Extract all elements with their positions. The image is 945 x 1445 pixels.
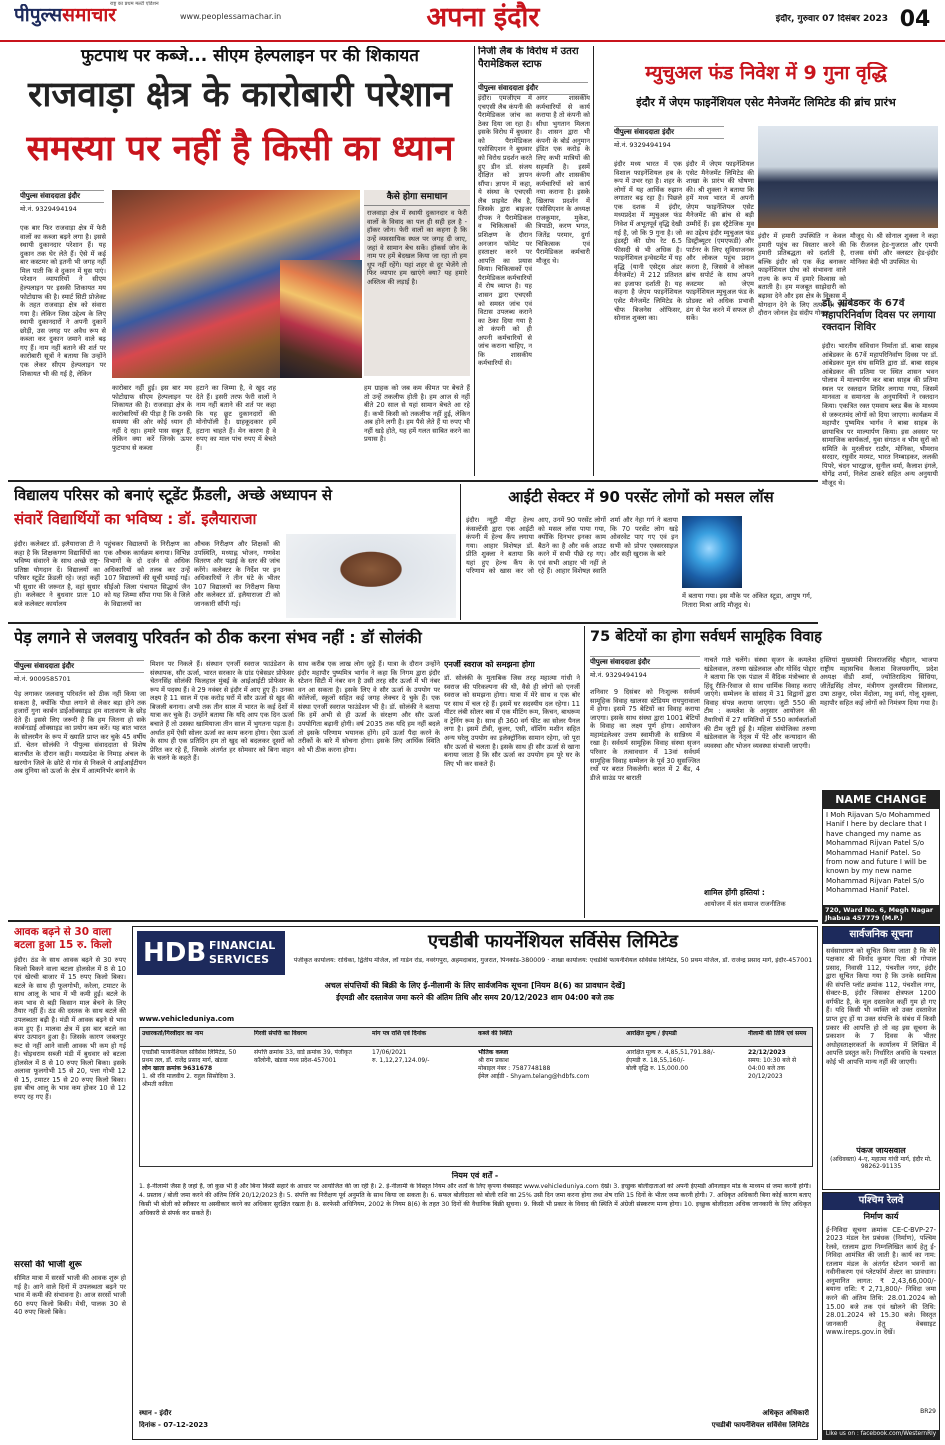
paper-tagline: राष्ट्र का प्रथम मल्टी एडिशन	[110, 1, 159, 7]
story6-col2: में बताया गया। इस मौके पर अंकित स्टूडा, आयुष गर्ग, नितारा मिश्रा आदि मौजूद थे।	[682, 592, 812, 609]
hdb-logo-sub-2: SERVICES	[209, 953, 270, 966]
hdb-footer-date: दिनांक - 07-12-2023	[139, 1421, 209, 1429]
hdb-table-row	[140, 1047, 812, 1165]
hdb-demand-amount: रु. 1,12,27,124.09/-	[372, 1057, 430, 1065]
story3-byline-block	[614, 126, 724, 153]
story1-byline: पीपुल्स संवाददाता इंदौर	[20, 190, 104, 203]
story3-photo	[758, 126, 938, 228]
hdb-demand-date: 17/06/2021	[372, 1049, 407, 1056]
story7-subtitle: एनर्जी स्वराज को समझना होगा	[444, 660, 535, 669]
story5-col2: पहुंचकर विद्यालयों के निरीक्षण का एक औचक कार्यक्रम बनाया। विभिन्न विभागों के दो दर्जन से अधिक अधिकारियों को तलब कर उन्हें 107 विद्यालयों की सूची थमाई गई। सीईओ जिला पंचायत सिद्धार्थ जैन को यह जिम्मा सौंपा गया कि वे जिले के विद्यालयों का	[104, 540, 190, 608]
story3-col3: इंदौर में हमारी उपस्थिति न केवल हमारी पहुंच का विस्तार करने की हमारी प्रतिबद्धता को दर्शाती है, बल्कि इंदौर को एक केंद्र बनाकर फाइनेंशियल ग्रोथ को संभावना वाले राज्य के रूप में हमारे विश्वास को बताती है। हम मजबूत साझेदारी को बढ़ावा देने और इस क्षेत्र के विकास में योगदान देने के लिए तत्पर हैं। इस दौरान जोनल हेड संदीप गोयल	[758, 232, 846, 318]
classified-advocate: पंकज जायसवाल	[856, 1145, 906, 1155]
name-change-text: I Moh Rijavan S/o Mohammed Hanif I here by declare that I have changed my name as Mohammad Rijvan Patel S/o Mohammad Hanif Patel. So from now and future I will be known by my new name Mohammad Rijvan Patel S/o Mohammad Hanif Patel.	[826, 810, 931, 895]
hdb-footer-place: स्थान - इंदौर	[139, 1409, 172, 1417]
paper-logo	[14, 4, 174, 28]
paper-name-b: समाचार	[62, 4, 117, 26]
hdb-table	[139, 1027, 813, 1167]
story6-col1: इंदौर। न्यूट्री मीट्रा हेल्थ कंसल्टेंसी द्वारा एक आईटी कंपनी में हेल्थ कैंप लगाया गया। आहार विशेषज्ञ डॉ. प्रीति शुक्ला ने बताया कि यहां हुए हेल्थ कैंप के परिणाम को खास कर जो आए, उनमें 90 परसेंट लोगों को मसल लॉस पाया गया, क्योंकि दिनभर इनका काम बैठने का है और वर्क आउट करने में सभी पीछे रह गए। एवं सभी आहार भी नहीं ले रहे हैं। आहार विशेषज्ञ स्वाति शर्मा और नेहा गर्ग ने बताया कि 70 परसेंट लोग खड़े ओवरवेट पाए गए एवं इन सभी को प्रोपर एक्सरसाइज और सही खुराक के बारे	[466, 516, 678, 576]
hdb-td-borrower	[142, 1049, 248, 1089]
story7-col4: डॉ. सोलंकी के मुताबिक जिस तरह महात्मा गांधी ने स्वराज की परिकल्पना की थी, वैसे ही लोगों को एनर्जी स्वराज को समझना होगा। यात्रा में मेरे साथ व एक बोर पर साथ में चल रहे हैं। इसमें घर सदस्यीय दल रहेगा। 11 मीटर लंबी सोलर बस में एक मीटिंग रूम, किचन, बाथरूम व ट्रेनिंग रूम है। साथ ही 360 वर्ग फीट का सोलर पैनल लगा है। इसमें टीवी, कूलर, एसी, वॉशिंग मशीन सहित अन्य घरेलू उपयोग का इलेक्ट्रॉनिक सामान रहेगा, जो पूरा सौर ऊर्जा से चलता है। इसके साथ ही सौर ऊर्जा से खाना बनाया जाता है कि सौर ऊर्जा का उपयोग हम पूरे घर के लिए भी कर सकते हैं।	[444, 674, 580, 768]
railway-like: Like us on : facebook.com/WesternRly	[823, 1430, 939, 1439]
story2-headline: निजी लैब के विरोध में उतरा पैरामेडिकल स्टाफ	[478, 46, 579, 70]
hdb-td-possession	[478, 1049, 620, 1081]
story3-subhead: इंदौर में जेएम फाइनेंशियल एसेट मैनेजमेंट लिमिटेड की ब्रांच प्रारंभ	[636, 96, 896, 109]
hdb-officer: श्री राम प्रकाश	[478, 1057, 509, 1065]
story8-byline: पीपुल्स संवाददाता इंदौर	[590, 656, 700, 669]
hdb-th-auction: नीलामी की तिथि एवं समय	[748, 1030, 807, 1037]
hdb-terms-title: नियम एवं शर्तें -	[451, 1171, 499, 1180]
story9-text2: सीमित मात्रा में सरसों भाजी की आवक शुरू हो गई है। आने वाले दिनों में उपलब्धता बढ़ने पर भाव में कमी की संभावना है। आज सरसों भाजी 60 रुपए किलो बिकी। मेथी, पालक 30 से 40 रुपए किलो बिके।	[14, 1274, 126, 1317]
rule-h1	[8, 480, 818, 482]
rule-h3	[8, 920, 818, 922]
story5-col3: औचक निरीक्षण और शिक्षकों की उपस्थिति, मध्याह्न भोजन, गणवेश वितरण और पढ़ाई के स्तर की जांच करेंगे। कलेक्टर के निर्देश पर इन अधिकारियों ने तीन घंटे के भीतर 107 विद्यालयों का निरीक्षण किया और कलेक्टर डॉ. इलैयाराजा टी को जानकारी सौंपी गई।	[194, 540, 280, 608]
rule-v3	[460, 484, 461, 620]
hdb-th-borrower: उधारकर्ता/गिरवीदार का नाम	[142, 1030, 204, 1037]
story2-col1: इंदौर। एमजीएम में एचएसी लैब कंपनी की पैरामेडिकल जांच का ठेका दिया जा रहा है। इसके विरोध में बुधवार को पैरामेडिकल एसोसिएशन ने बुधवार को विरोध प्रदर्शन करते हुए डीन डॉ. संजय दीक्षित को ज्ञापन सौंपा। ज्ञापन में कहा, ये संस्था के एचएसी लैब प्राइवेट लैब है, जिसके द्वारा बाइजर दीपक ने पैरामेडिकल व चिकित्सकों की प्रशिक्षण के दौरान अनजान फॉमेट पर हस्ताक्षर करने पर आपत्ति का प्रयास किया। चिकित्सकों एवं पैरामेडिकल कर्मचारियों में रोष व्याप्त है। यह शासन द्वारा एचएसी को समस्त जांच एवं विटास उपलब्ध कराने का ठेका दिया गया है तो कंपनी को ही अपनी कर्मचारियों से जांच कराना चाहिए, न कि शासकीय कर्मचारियों से।	[478, 94, 532, 368]
hdb-auction-date: 22/12/2023	[748, 1049, 786, 1056]
hdb-inspection: 20/12/2023	[748, 1073, 783, 1081]
hdb-phone: मोबाइल नंबर : 7587748188	[478, 1065, 551, 1073]
website: www.peoplessamachar.in	[180, 12, 282, 21]
story1-headline-2: समस्या पर नहीं है किसी का ध्यान	[26, 129, 454, 169]
story3-mobile: मो.नं. 9329494194	[614, 140, 671, 149]
hdb-possession: भौतिक कब्जा	[478, 1049, 509, 1056]
hdb-auction-time: समय: 10:30 बजे से 04:00 बजे तक	[748, 1057, 797, 1073]
classified-adv-detail: (अधिवक्ता) 4-ए, महात्मा गांधी मार्ग, इंदौर मो. 98262-91135	[830, 1155, 932, 1170]
story1-byline-block	[20, 190, 104, 217]
rule-v1	[474, 46, 475, 476]
railway-code: BR29	[920, 1407, 936, 1415]
story1-col4: हम ग्राहक को जब कम कीमत पर बेचते हैं तो उन्हें तकलीफ होती है। हम आज से नहीं बीते 20 साल से यहां सामान बेचते आ रहे हैं। कभी किसी को तकलीफ नहीं हुई, लेकिन अब होने लगी है। हम पैसे लेते हैं या रुपए भी नहीं खड़े होते, यह हमें गलत साबित करने का प्रयास है।	[364, 384, 470, 444]
hdb-notice-title: अचल संपत्तियों की बिक्री के लिए ई-नीलामी के लिए सार्वजनिक सूचना [नियम 8(6) का प्रावधान देखें]	[324, 981, 626, 990]
hdb-logo: HDB	[143, 938, 207, 968]
hdb-names: 1. श्री रवि मालवीय 2. राहुल सिसोदिया 3. श्रीमती कविता	[142, 1073, 236, 1089]
railway-text: ई-निविदा सूचना क्रमांक CE-C-BVP-27-2023 मंडल रेल प्रबंधक (निर्माण), पश्चिम रेलवे, रतलाम द्वारा निम्नलिखित कार्य हेतु ई-निविदा आमंत्रित की जाती है। कार्य का नाम: रतलाम मंडल के अंतर्गत स्टेशन भवनों का नवीनीकरण एवं प्लेटफॉर्म शेल्टर का प्रावधान। अनुमानित लागत: ₹ 2,43,66,000/- बयाना राशि: ₹ 2,71,800/- निविदा जमा करने की अंतिम तिथि: 28.01.2024 को 15.00 बजे तक एवं खोलने की तिथि: 28.01.2024 को 15.30 बजे। विस्तृत जानकारी हेतु वेबसाइट www.ireps.gov.in देखें।	[826, 1225, 936, 1337]
story8-col2b: आयोजन में संत समाज राजनीतिक	[704, 900, 786, 908]
name-change-box	[822, 790, 940, 924]
hdb-td-auction	[748, 1049, 810, 1081]
story1-sidebar-title: कैसे होगा समाधान	[364, 190, 470, 206]
hdb-ad	[132, 926, 818, 1440]
story7-byline-block	[14, 660, 144, 687]
story8-subtitle: शामिल होंगी हस्तियां :	[704, 888, 765, 897]
story8-col3: हस्तियां मुख्यमंत्री शिवराजसिंह चौहान, भाजपा राष्ट्रीय महासचिव कैलाश विजयवर्गीय, प्रदेश अध्यक्ष वीडी शर्मा, ज्योतिरादित्य सिंधिया, जीतेंद्रसिंह तोमर, मंत्रीगण तुलसीराम सिलावट, उषा ठाकुर, रमेश मेंदोला, मधु वर्मा, गोलू शुक्ला, महापौर सहित कई लोगों को निमंत्रण दिया गया है।	[820, 656, 938, 707]
hdb-reg-office: पंजीकृत कार्यालय: राधिका, द्वितीय मंजिल, लॉ गार्डन रोड, नवरंगपुरा, अहमदाबाद, गुजरात, पिनकोड-380009 · शाखा कार्यालय: एचडीबी फायनेंशियल सर्विसेस लिमिटेड, 50 प्रथम मंजिल, डॉ. राजेन्द्र प्रसाद मार्ग, इंदौर-457001	[293, 957, 813, 964]
story7-col3: साथ करीब एक लाख लोग जुड़े हैं। यात्रा के दौरान उन्होंने इंदौर महापौर पुष्यमित्र भार्गव ने कहा कि निगम द्वारा इंदौर स्टेशन सिटी में नंबर वन है उसी तरह सौर ऊर्जा में भी नंबर वन आ सकता है। इसके लिए वे सौर ऊर्जा के उपयोग पर कॉलेजों, स्कूलों सहित कई जगह लेक्चर दे चुके हैं। एक संस्था एनर्जी स्वराज फाउंडेशन भी है। डॉ. सोलंकी ने बताया कि हमें अभी से ही ऊर्जा के संरक्षण और सौर ऊर्जा उपयोगिता बढ़ानी होगी। वर्ष 2035 तक यदि हम नहीं बदले तो इसके परिणाम भयानक होंगे। हमें ऊर्जा पैदा करने के तरीकों के बारे में सोचना होगा। इसके लिए आर्थिक स्थिति को भी ठीक करना होगा।	[298, 660, 440, 754]
masthead	[0, 0, 945, 42]
story1-col2: कारोबार नहीं हुई। इस बार मय फोटोग्राफ सीएम हेल्पलाइन पर शिकायत की है। राजवाड़ा क्षेत्र के कारोबारियों की पीड़ा है कि उनकी समस्या की ओर कोई ध्यान ही नहीं दे रहा। हमारे पास सबूत हैं, लेकिन क्या करें जिनके ऊपर फुटपाथ से कब्जा	[112, 384, 192, 452]
story5-photo	[286, 534, 456, 618]
story1-col1: एक बार फिर राजवाड़ा क्षेत्र में फेरी वालों का कब्जा बढ़ने लगा है। इससे स्थायी दुकानदार परेशान हैं। यह दुकान तक घेर लेते हैं। ऐसे में कई बार कस्टमर को इतनी भी जगह नहीं मिल पाती कि वे दुकान में घुस पाएं। परेशान व्यापारियों ने सीएम हेल्पलाइन पर इसकी शिकायत मय फोटोग्राफ की है। स्मार्ट सिटी प्रोजेक्ट के तहत राजवाड़ा क्षेत्र को संवारा गया है। लेकिन जिस उद्देश्य के लिए स्थायी दुकानदारों ने अपनी दुकानें छोड़ी, उस जगह पर अवैध रूप से कब्जा कर दुकान जमाने वाले बढ़ गए हैं। नाम नहीं बताने की शर्त पर कारोबारी सूत्रों ने बताया कि उन्होंने एक लेकर सीएम हेल्पलाइन पर शिकायत भी की गई है, लेकिन	[20, 224, 106, 378]
story7-col1: पेड़ लगाकर जलवायु परिवर्तन को ठीक नहीं किया जा सकता है, क्योंकि पौधा लगाने से लेकर बड़ा होने तक हजारों गुना कार्बन डाईऑक्साइड हम वातावरण के छोड़ देते हैं। इससे लिए जरूरी है कि हम जितना हो सके कार्बनडाई ऑक्साइड का प्रयोग कम करें। यह बात भारत के सोलरमैन के रूप में ख्याति प्राप्त कर चुके 45 वर्षीय डॉ. चेतन सोलंकी ने पीपुल्स संवाददाता से विशेष बातचीत के दौरान कही। मध्यप्रदेश के निमाड़ अंचल के खरगोन जिले के छोटे से गांव से निकले ये आईआईटीयन अब दुनिया को ऊर्जा के क्षेत्र में आत्मनिर्भर बनाने के	[14, 690, 146, 776]
classified-text: सर्वसाधारण को सूचित किया जाता है कि मेरे पक्षकार श्री विनोद कुमार पिता श्री गोपाल प्रसाद, निवासी 112, पंचशील नगर, इंदौर द्वारा सूचित किया गया है कि उनके स्वामित्व की संपत्ति प्लॉट क्रमांक 112, पंचशील नगर, सेक्टर-B, इंदौर जिसका क्षेत्रफल 1200 वर्गफीट है, के मूल दस्तावेज कहीं गुम हो गए हैं। यदि किसी भी व्यक्ति को उक्त दस्तावेज प्राप्त हुए हों या उक्त संपत्ति के संबंध में किसी प्रकार की आपत्ति हो तो वह इस सूचना के प्रकाशन के 7 दिवस के भीतर अधोहस्ताक्षरकर्ता के कार्यालय में लिखित में आपत्ति प्रस्तुत करें। निर्धारित अवधि के पश्चात कोई भी आपत्ति मान्य नहीं की जाएगी।	[826, 946, 936, 1066]
hdb-terms: 1. ई-नीलामी जैसा है जहां है, जो कुछ भी है और बिना किसी सहारे के आधार पर आयोजित की जा रही है। 2. ई-नीलामी के विस्तृत नियम और शर्तों के लिए कृपया वेबसाइट www.vehicleduniya.com देखें। 3. इच्छुक बोलीदाताओं को अपनी ईएमडी ऑनलाइन मोड के माध्यम से जमा करनी होगी। 4. प्रस्ताव / बोली जमा करने की अंतिम तिथि 20/12/2023 है। 5. संपत्ति का निरीक्षण पूर्व अनुमति के साथ किया जा सकता है। 6. सफल बोलीदाता को बोली राशि का 25% उसी दिन जमा करना होगा तथा शेष राशि 15 दिनों के भीतर जमा करनी होगी। 7. अधिकृत अधिकारी बिना कोई कारण बताए किसी भी बोली को स्वीकार या अस्वीकार करने का अधिकार सुरक्षित रखता है। 8. सरफेसी अधिनियम, 2002 के नियम 8(6) के तहत 30 दिनों की वैधानिक बिक्री सूचना। 9. किसी भी प्रकार के विवाद की स्थिति में अंग्रेजी संस्करण मान्य होगा। 10. इच्छुक बोलीदाता अधिक जानकारी के लिए अधिकृत अधिकारी से संपर्क कर सकते हैं।	[139, 1183, 811, 1217]
railway-sub: निर्माण कार्य	[863, 1211, 899, 1221]
story3-col1: इंदौर मध्य भारत में एक विशाल फाइनेंशियल हब के रूप में उभर रहा है। शहर के लोगों में यह आर्थिक रुझान लगातार बढ़ रहा है। पिछले एक दशक में इंदौर, मध्यप्रदेश में म्युचुअल फंड निवेश में अभूतपूर्व वृद्धि देखी गई है, जो कि 9 गुना है। जो इंडस्ट्री की ग्रोथ रेट 6.5 फीसदी से भी अधिक है। फाइनेंशियल इन्वेस्टमेंट में यह वृद्धि (यानी एसेट्स अंडर मैनेजमेंट) में 212 प्रतिशत का इजाफा दर्शाती है। यह कहना है जेएम फाइनेंशियल एसेट मैनेजमेंट लिमिटेड के चीफ बिजनेस ऑफिसर, सोनाल शुक्ला का।	[614, 160, 682, 323]
hdb-company: एचडीबी फायनेंशियल सर्विसेस लिमिटेड	[427, 931, 679, 952]
story9-text: इंदौर। ठंड के साथ आवक बढ़ने से 30 रुपए किलो बिकने वाला बटला होलसेल में 8 से 10 एवं खेरची बाजार में 15 रुपए किलो बिका। बटले के साथ ही फूलगोभी, करेला, टमाटर के साथ आलू के भाव में भी कमी हुई। बटले के कम भाव से बड़ी किसान माल बेचने के लिए तैयार नहीं हैं। ठंड की दस्तक के साथ बटले की उपलब्धता बढ़ी है। मंडी में आवक बढ़ने से भाव कम हुए हैं। मालवा क्षेत्र में इस बार बटले का बंपर उत्पादन हुआ है। जिसके कारण जबलपुर रूट से नहीं आने वाली आवक भी कम हो गई है। चोइथराम सब्जी मंडी में बुधवार को बटला होलसेल में 8 से 10 रुपए किलो बिका। इसके अलावा फूलगोभी 15 से 20, पत्ता गोभी 12 से 15, टमाटर 15 से 20 रुपए किलो बिका। इस बीच आलू के भाव कम होकर 10 से 12 रुपए रह गए हैं।	[14, 956, 126, 1101]
name-change-address: 720, Ward No. 6, Megh Nagar Jhabua 457779 (M.P.)	[823, 905, 939, 923]
hdb-email: ईमेल आईडी - Shyam.telang@hdbfs.com	[478, 1073, 590, 1081]
story3-headline: म्युचुअल फंड निवेश में 9 गुना वृद्धि	[645, 62, 887, 84]
classified-box	[822, 926, 940, 1190]
story8-headline: 75 बेटियों का होगा सर्वधर्म सामूहिक विवाह	[590, 629, 822, 645]
story3-col4: मौजूद थे। श्री सोनाल शुक्ला ने कहा कि रीजनल हेड-गुजरात और एमपी राजस संघी और क्लस्टर हेड-इंदौर मोनिका बेदी भी उपस्थित थे।	[850, 232, 938, 266]
story1-headline-1: राजवाड़ा क्षेत्र के कारोबारी परेशान	[28, 75, 452, 115]
dateline: इंदौर, गुरुवार 07 दिसंबर 2023	[775, 14, 888, 24]
story1-mobile: मो.नं. 9329494194	[20, 204, 77, 213]
story8-mobile: मो.नं. 9329494194	[590, 670, 647, 679]
story4-text: इंदौर। भारतीय संविधान निर्माता डॉ. बाबा साहब आंबेडकर के 67वें महापरिनिर्वाण दिवस पर डॉ. आंबेडकर मूल संघ समिति द्वारा डॉ. बाबा साहब आंबेडकर की प्रतिमा पर स्थित शासन भवन पोलाव में माल्यार्पण कर बाबा साहब की प्रतिमा स्थल पर रक्तदान शिविर लगाया गया, जिसमें मानवता व समानता के अनुयायियों ने रक्तदान किया। एकत्रित रक्त एमवाय ब्लड बैंक के माध्यम से जरूरतमंद लोगों को दिया जाएगा। कार्यक्रम में महापौर पुष्यमित्र भार्गव ने बाबा साहब के छायाचित्र पर माल्यार्पण किया। इस अवसर पर सामाजिक कार्यकर्ता, युवा संगठन व भीम सुरों को समिति के मुरलीधर राठौर, मोनिका, भीमराव सरदार, रघुवीर मरमट, भारत निम्बाड़कर, ललकी पिपरे, चंदन भारद्वाज, सुनील वर्मा, कैलाश इंगले, योगेंद्र शर्मा, निलेश ठाकरे सहित अन्य अनुयायी मौजूद थे।	[822, 342, 938, 487]
hdb-logo-sub-1: FINANCIAL	[209, 939, 276, 952]
story5-col1: इंदौर। कलेक्टर डॉ. इलैयाराजा टी ने कहा है कि शिक्षकगण विद्यार्थियों का भविष्य संवारने के साथ अच्छे राष्ट्र-प्रतिष्ठा योगदान दें। विद्यालयों का परिसर स्टूडेंट फ्रेंडली रहे। जहां कहीं भी सुधार की जरूरत है, वहां सुधार हो। कलेक्टर ने बुधवार प्रातः 10 बजे कलेक्टर कार्यालय	[14, 540, 100, 608]
hdb-loan: लोन खाता क्रमांक 9631678	[142, 1065, 213, 1073]
rule-v2	[593, 46, 594, 476]
classified-title: सार्वजनिक सूचना	[823, 927, 939, 944]
story9-kicker: आवक बढ़ने से 30 वाला बटला हुआ 15 रु. किलो	[14, 926, 112, 951]
story2-col2: अगर शासकीय कर्मचारियों से कार्य कराया है तो कंपनी को सीधा भुगतान मिलता है। शासन द्वारा भी कंपनी के बोर्ड अनुमान इंडित एक करोड़ के लिए कभी मात्रियों की सहमति है। इसमें कंपनी और शासकीय कर्मचारियों को कार्य नया कराना है। इसके खिलाफ प्रदर्शन में एसोसिएशन के अध्यक्ष राजकुमार, मुकेश, त्रिपाठी, करण भगत, जितेंद्र परमार, दुर्गा चिकित्सक एवं पैरामेडिकल कर्मचारी मौजूद थे।	[536, 94, 590, 265]
hdb-th-possession: कब्जे की स्थिति	[478, 1030, 513, 1037]
hdb-footer-company: एचडीबी फायनेंशियल सर्विसेस लिमिटेड	[711, 1421, 809, 1429]
hdb-logo-block	[137, 931, 285, 975]
story1-sidebar-text: राजवाड़ा क्षेत्र में स्थायी दुकानदार व फेरी वालों के विवाद का पल ही सही हल है - हॉकर जोन। फेरी वालों का कहना है कि उन्हें व्यवसायिक स्थल पर जगह दी जाए, जहां वे सामान बेच सकें। हॉकर्स जोन के नाम पर हमें बेदखल किया जा रहा तो हम धूप नहीं रहेंगे। यहां शहर से दूर भेजेंगे तो फिर व्यापार हम खाएंगे क्या? यह हमारे अस्तित्व की लड़ाई है।	[367, 209, 467, 286]
rule-v4	[584, 626, 585, 918]
hdb-td-property: संपत्ति क्रमांक 33, वार्ड क्रमांक 39, पंजीकृत कॉलोनी, खंडवा मध्य प्रदेश-457001	[254, 1049, 352, 1065]
story2-byline: पीपुल्स संवाददाता इंदौर	[478, 82, 588, 95]
page-number: 04	[899, 7, 931, 32]
story7-byline: पीपुल्स संवाददाता इंदौर	[14, 660, 144, 673]
story5-headline-1: विद्यालय परिसर को बनाएं स्टूडेंट फ्रैंडली, अच्छे अध्यापन से	[14, 486, 332, 504]
story3-byline: पीपुल्स संवाददाता इंदौर	[614, 126, 724, 139]
paper-name-a: पीपुल्स	[14, 4, 63, 26]
story3-col2: इंदौर में जेएम फाइनेंशियल एसेट मैनेजमेंट लिमिटेड की शाखा के प्रारंभ की घोषणा की। श्री शुक्ला ने बताया कि हमें मध्य भारत में अपनी जेएम फाइनेंशियल एसेट मैनेजमेंट की ब्रांच से बड़ी उम्मीदें हैं। इस स्ट्रैटेजिक मूव का उद्देश्य इंदौर म्युचुअल फंड डिस्ट्रीब्यूटर (एमएफडी) और पार्टनर के लिए सुविधाजनक और लोकल पहुंच प्रदान करना है, जिससे वे लोकल ब्रांच सपोर्ट के साथ अपने कस्टमर को जेएम फाइनेंशियल म्युचुअल फंड के प्रोडक्ट को अधिक प्रभावी ढंग से पेश करने में सफल हो सकें।	[686, 160, 754, 323]
rule-h2	[8, 622, 818, 624]
story8-col2: नाचते गाते चलेंगे। संस्था सृजन के कमलेश खंडेलवाल, तरुणा खंडेलवाल और गोविंद पोद्दार ने बताया कि एक पंडाल में वैदिक मंत्रोच्चार से हिंदू रीति-रिवाज से साथ धार्मिक विवाह कराए जाएंगे। सम्मेलन के सांसद में 31 विद्वानों द्वारा विवाह संपन्न कराया जाएगा। जुटी 550 की टीम : कमलेश के अनुसार आयोजन की तैयारियों में 27 समितियों में 550 कार्यकर्ताओं की टीम जुटी हुई है। महिला संयोजिका तरुणा खंडेलवाल के नेतृत्व में पेंटे और कन्यादान की व्यवस्था और भोजन व्यवस्था संभाली जाएगी।	[704, 656, 816, 750]
hdb-website: www.vehicleduniya.com	[139, 1015, 235, 1023]
story7-col2: मिशन पर निकले हैं। संस्थान एनर्जी स्वराज फाउंडेशन के संस्थापक, सौर ऊर्जा, भारत सरकार के ग्रांड एंबेसडर प्रोफेसर चेतनसिंह सोलंकी फिलहाल मुंबई के आईआईटी प्रोफेसर के रूप में पदस्थ हैं। वे 29 नवंबर से इंदौर में आए हुए हैं। उनका लक्ष्य है 11 साल में एक करोड़ घरों में सौर ऊर्जा से खुद की बिजली बनाना। अभी तक तीन साल में भारत के कई देशों में यात्रा कर चुके हैं। उन्होंने बताया कि यदि आप एक दिन ऊर्जा बचाते हैं तो उसका खामियाजा तीन साल में भुगतना पड़ता है। अर्थात हमें ऐसी सोलर ऊर्जा का काम करना होगा। ऐसा ऊर्जा के साथ ही एक प्रतिदिन हम तो खुद को बदलकर दूसरों को प्रेरित कर रहे हैं, जिसके अंतर्गत हर सोमवार को बिना वाहन के चलने के कहते हैं।	[150, 660, 294, 763]
hdb-td-demand	[372, 1049, 472, 1065]
railway-box	[822, 1192, 940, 1440]
story1-sidebar	[364, 190, 470, 376]
railway-title: पश्चिम रेलवे	[823, 1193, 939, 1210]
hdb-th-reserve: आरक्षित मूल्य / ईएमडी	[626, 1030, 677, 1037]
story4-headline: डॉ. आंबेडकर के 67वें महापरिनिर्वाण दिवस पर लगाया रक्तदान शिविर	[822, 298, 936, 333]
story8-byline-block	[590, 656, 700, 683]
hdb-notice-sub: ईएमडी और दस्तावेज जमा करने की अंतिम तिथि और समय 20/12/2023 शाम 04:00 बजे तक	[336, 993, 614, 1002]
hdb-emd: ईएमडी रु. 18,55,160/-	[626, 1057, 685, 1065]
hdb-th-property: गिरवी संपत्ति का विवरण	[254, 1030, 307, 1037]
name-change-title: NAME CHANGE	[823, 791, 939, 809]
story8-col1: शनिवार 9 दिसंबर को निःशुल्क सर्वधर्म सामूहिक विवाह खालसा स्टेडियम रायपुरावाला में होगा। इसमें 75 बेटियों का विवाह कराया जाएगा। इसके साथ संस्था द्वारा 1001 बेटियों के विवाह का लक्ष्य पूर्ण होगा। आयोजन महामंडलेश्वर उत्तम स्वामीजी के सान्निध्य में रखा है। सर्वधर्म सामूहिक विवाह संस्था सृजन परिवार के तत्वावधान में 13वां सर्वधर्म सामूहिक विवाह सम्मेलन के पूर्व 30 सुसज्जित रथों पर बरात निकलेगी। बरात में 2 बैंड, 4 डीजे साउंड पर बाराती	[590, 688, 700, 782]
hdb-th-demand: मांग पत्र राशि एवं दिनांक	[372, 1030, 427, 1037]
hdb-footer-sign: अधिकृत अधिकारी	[762, 1409, 809, 1417]
story7-mobile: मो.नं. 9009585701	[14, 674, 71, 683]
hdb-table-header-row	[140, 1028, 812, 1047]
story6-headline: आईटी सेक्टर में 90 परसेंट लोगों को मसल लॉस	[508, 488, 774, 506]
story1-kicker: फुटपाथ पर कब्जे... सीएम हेल्पलाइन पर की शिकायत	[81, 46, 419, 66]
story1-col3: हटाने का जिम्मा है, वे खुद शह देते हैं। इसरी तरफ फेरी वालों ने नाम नहीं बताने की शर्त पर कहा कि यह छूट दुकानदारों की मोनोपॉली है। ग्राहकूदकार हमें हटाना चाहते हैं। मेन कारण है वे रुपए का माल पांच रुपए में बेचते हैं।	[196, 384, 276, 452]
hdb-reserve: आरक्षित मूल्य रु. 4,85,51,791.88/-	[626, 1049, 715, 1056]
story1-photo-2	[280, 260, 362, 378]
story7-headline: पेड़ लगाने से जलवायु परिवर्तन को ठीक करना संभव नहीं : डॉ सोलंकी	[14, 628, 422, 647]
hdb-td-reserve	[626, 1049, 744, 1073]
story5-headline-2: संवारें विद्यार्थियों का भविष्य : डॉ. इलैयाराजा	[14, 510, 257, 528]
story9-subtitle: सरसों की भाजी शुरू	[14, 1260, 82, 1270]
hdb-bid-increment: बोली वृद्धि रु. 15,000.00	[626, 1065, 689, 1073]
section-title: अपना इंदौर	[426, 2, 540, 33]
story6-photo	[682, 516, 742, 588]
hdb-borrower: एचडीबी फायनेंशियल सर्विसेस लिमिटेड, 50 प्रथम तल, डॉ. राजेंद्र प्रसाद मार्ग, खंडवा	[142, 1049, 237, 1065]
